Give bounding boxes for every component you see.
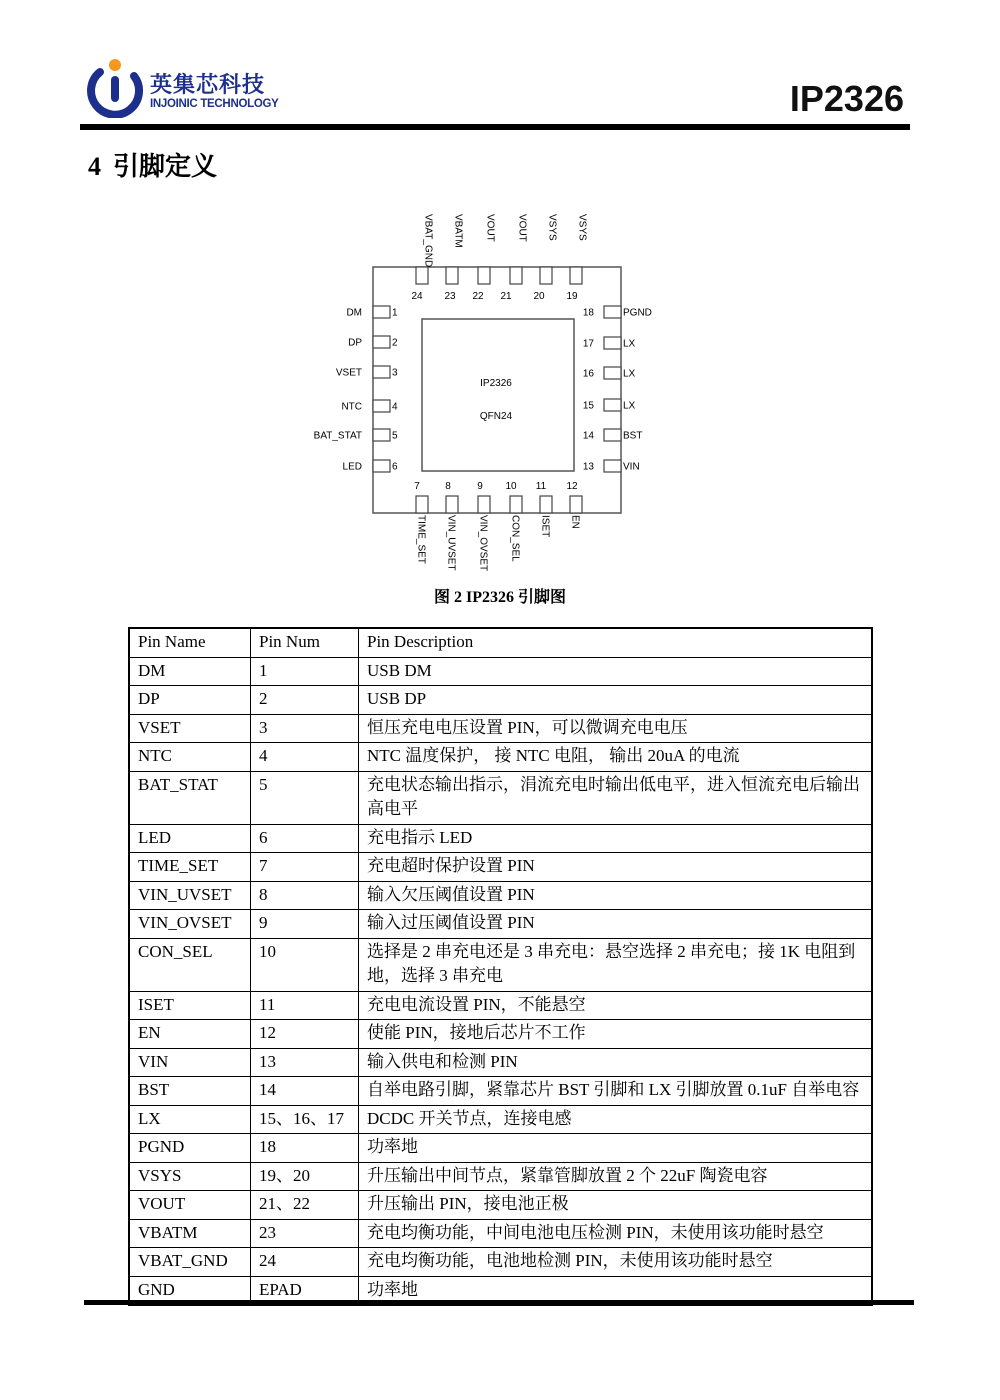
pin-num-cell: 2 — [251, 686, 359, 715]
section-heading — [88, 146, 217, 183]
pin-pad — [478, 267, 490, 284]
pin-number-label: 16 — [582, 368, 594, 380]
pin-number-label: 5 — [392, 430, 398, 442]
document-title: IP2326 — [789, 78, 904, 119]
qfn24-package-drawing — [300, 210, 700, 580]
table-row — [129, 938, 872, 991]
pin-description-cell: 升压输出中间节点，紧靠管脚放置 2 个 22uF 陶瓷电容 — [359, 1162, 873, 1191]
table-row — [129, 1248, 872, 1277]
table-row — [129, 910, 872, 939]
pin-pad — [510, 267, 522, 284]
pin-num-cell: 1 — [251, 657, 359, 686]
pin-pad — [604, 337, 621, 349]
pin-name-cell: VIN_UVSET — [129, 881, 251, 910]
pin-number-label: 20 — [533, 291, 545, 302]
pin-num-cell: 4 — [251, 743, 359, 772]
pin-name-label: LX — [623, 368, 636, 380]
pin-number-label: 8 — [445, 481, 451, 492]
pin-name-label: VIN — [623, 461, 640, 473]
page-header — [80, 50, 910, 132]
pin-number-label: 10 — [505, 481, 517, 492]
pin-number-label: 15 — [582, 400, 594, 412]
pin-description-cell: 充电指示 LED — [359, 824, 873, 853]
pin-name-label: VBAT_GND — [422, 214, 434, 268]
pin-name-label: VSET — [335, 367, 362, 379]
header-pin-name: Pin Name — [129, 628, 251, 657]
pin-pad — [446, 496, 458, 513]
pin-num-cell: 23 — [251, 1219, 359, 1248]
pin-description-cell: 充电状态输出指示，涓流充电时输出低电平，进入恒流充电后输出高电平 — [359, 771, 873, 824]
pin-name-cell: CON_SEL — [129, 938, 251, 991]
pin-name-cell: NTC — [129, 743, 251, 772]
pin-name-label: VSYS — [546, 214, 558, 241]
pin-name-label: DM — [346, 307, 362, 319]
section-title: 引脚定义 — [113, 152, 218, 182]
pin-description-cell: NTC 温度保护， 接 NTC 电阻， 输出 20uA 的电流 — [359, 743, 873, 772]
pin-num-cell: 7 — [251, 853, 359, 882]
pin-number-label: 13 — [582, 461, 594, 473]
pin-num-cell: 18 — [251, 1134, 359, 1163]
pin-num-cell: 10 — [251, 938, 359, 991]
pin-number-label: 3 — [392, 367, 398, 379]
table-row — [129, 1219, 872, 1248]
pin-definition-table — [128, 627, 873, 1306]
pin-pad — [373, 400, 390, 412]
pin-pad — [373, 429, 390, 441]
pin-name-label: ISET — [539, 515, 551, 538]
company-logo — [86, 54, 286, 118]
pin-name-label: TIME_SET — [415, 515, 427, 564]
pin-pad — [570, 267, 582, 284]
pin-number-label: 14 — [582, 430, 594, 442]
pin-number-label: 12 — [566, 481, 578, 492]
pin-name-cell: TIME_SET — [129, 853, 251, 882]
pin-name-label: VIN_UVSET — [445, 515, 457, 571]
pin-description-cell: 充电电流设置 PIN，不能悬空 — [359, 991, 873, 1020]
pin-number-label: 18 — [582, 307, 594, 319]
pin-description-cell: 充电均衡功能，电池地检测 PIN，未使用该功能时悬空 — [359, 1248, 873, 1277]
pin-num-cell: 12 — [251, 1020, 359, 1049]
pin-name-label: VSYS — [576, 214, 588, 241]
table-row — [129, 1020, 872, 1049]
pin-name-cell: EN — [129, 1020, 251, 1049]
table-row — [129, 1105, 872, 1134]
pin-pad — [416, 267, 428, 284]
pin-number-label: 24 — [411, 291, 423, 302]
pin-num-cell: 5 — [251, 771, 359, 824]
pin-name-cell: VOUT — [129, 1191, 251, 1220]
pin-num-cell: 11 — [251, 991, 359, 1020]
pin-name-cell: PGND — [129, 1134, 251, 1163]
table-row — [129, 1134, 872, 1163]
pin-name-cell: LED — [129, 824, 251, 853]
pin-name-label: LX — [623, 400, 636, 412]
pin-num-cell: 8 — [251, 881, 359, 910]
pin-name-label: BST — [623, 430, 643, 442]
logo-chinese-name: 英集芯科技 — [150, 73, 266, 98]
pin-description-cell: 输入欠压阈值设置 PIN — [359, 881, 873, 910]
pin-name-cell: LX — [129, 1105, 251, 1134]
pin-name-label: NTC — [341, 401, 362, 413]
pin-description-cell: 功率地 — [359, 1134, 873, 1163]
pin-name-label: DP — [348, 337, 362, 349]
pin-description-cell: 充电超时保护设置 PIN — [359, 853, 873, 882]
pin-description-cell: 自举电路引脚，紧靠芯片 BST 引脚和 LX 引脚放置 0.1uF 自举电容 — [359, 1077, 873, 1106]
pin-number-label: 19 — [566, 291, 578, 302]
pin-number-label: 21 — [500, 291, 512, 302]
header-pin-num: Pin Num — [251, 628, 359, 657]
logo-english-name: INJOINIC TECHNOLOGY — [150, 98, 279, 110]
pin-pad — [373, 306, 390, 318]
footer-divider — [84, 1300, 914, 1305]
pin-name-cell: VBAT_GND — [129, 1248, 251, 1277]
table-row — [129, 1048, 872, 1077]
pin-pad — [373, 460, 390, 472]
pin-number-label: 6 — [392, 461, 398, 473]
table-row — [129, 686, 872, 715]
pin-number-label: 17 — [582, 338, 594, 350]
exposed-pad — [422, 319, 574, 471]
pin-description-cell: USB DP — [359, 686, 873, 715]
pin-name-cell: DP — [129, 686, 251, 715]
pin-name-cell: DM — [129, 657, 251, 686]
table-row — [129, 824, 872, 853]
pin-num-cell: 3 — [251, 714, 359, 743]
pin-description-cell: 功率地 — [359, 1276, 873, 1305]
pin-num-cell: 9 — [251, 910, 359, 939]
pin-number-label: 23 — [444, 291, 456, 302]
pin-name-label: CON_SEL — [509, 515, 521, 562]
pin-name-label: LED — [342, 461, 362, 473]
pin-pad — [373, 366, 390, 378]
pin-description-cell: 恒压充电电压设置 PIN，可以微调充电电压 — [359, 714, 873, 743]
package-label: QFN24 — [479, 411, 513, 422]
pin-name-label: PGND — [623, 307, 652, 319]
pin-name-label: VOUT — [484, 214, 496, 242]
pin-pad — [416, 496, 428, 513]
pin-name-cell: BST — [129, 1077, 251, 1106]
table-row — [129, 991, 872, 1020]
pin-num-cell: 6 — [251, 824, 359, 853]
logo-mark-icon — [86, 54, 146, 118]
table-row — [129, 657, 872, 686]
pin-description-cell: 升压输出 PIN，接电池正极 — [359, 1191, 873, 1220]
table-body — [129, 657, 872, 1305]
pin-number-label: 9 — [477, 481, 483, 492]
pin-pad — [540, 496, 552, 513]
pin-pad — [478, 496, 490, 513]
table-row — [129, 714, 872, 743]
pin-name-label: EN — [569, 515, 581, 529]
pin-num-cell: 21、22 — [251, 1191, 359, 1220]
header-divider — [80, 124, 910, 130]
pin-name-label: VIN_OVSET — [477, 515, 489, 572]
pin-pad — [604, 460, 621, 472]
pin-name-cell: VIN_OVSET — [129, 910, 251, 939]
table-row — [129, 1191, 872, 1220]
pin-num-cell: 13 — [251, 1048, 359, 1077]
pin-description-cell: 输入过压阈值设置 PIN — [359, 910, 873, 939]
pin-num-cell: EPAD — [251, 1276, 359, 1305]
pin-pad — [446, 267, 458, 284]
pin-name-cell: BAT_STAT — [129, 771, 251, 824]
chip-name-label: IP2326 — [480, 378, 512, 389]
pin-pad — [510, 496, 522, 513]
pin-name-cell: VSYS — [129, 1162, 251, 1191]
pin-pad — [604, 367, 621, 379]
pin-name-label: VBATM — [452, 214, 464, 248]
table-row — [129, 743, 872, 772]
pin-pad — [570, 496, 582, 513]
pin-number-label: 1 — [392, 307, 398, 319]
pin-num-cell: 19、20 — [251, 1162, 359, 1191]
pin-description-cell: 使能 PIN，接地后芯片不工作 — [359, 1020, 873, 1049]
pin-number-label: 22 — [472, 291, 484, 302]
pin-pad — [540, 267, 552, 284]
pin-name-cell: VBATM — [129, 1219, 251, 1248]
pin-description-cell: 选择是 2 串充电还是 3 串充电：悬空选择 2 串充电；接 1K 电阻到地，选择 3 串充电 — [359, 938, 873, 991]
pin-pad — [373, 336, 390, 348]
pin-number-label: 7 — [414, 481, 420, 492]
pin-pad — [604, 306, 621, 318]
pin-name-label: BAT_STAT — [313, 430, 362, 442]
pin-num-cell: 24 — [251, 1248, 359, 1277]
pin-description-cell: 输入供电和检测 PIN — [359, 1048, 873, 1077]
table-header-row — [129, 628, 872, 657]
pin-name-label: VOUT — [516, 214, 528, 242]
pin-name-cell: ISET — [129, 991, 251, 1020]
pin-name-cell: GND — [129, 1276, 251, 1305]
pin-number-label: 11 — [535, 481, 547, 492]
pin-name-cell: VSET — [129, 714, 251, 743]
pin-description-cell: USB DM — [359, 657, 873, 686]
pin-description-cell: 充电均衡功能，中间电池电压检测 PIN，未使用该功能时悬空 — [359, 1219, 873, 1248]
table-row — [129, 771, 872, 824]
table-row — [129, 1077, 872, 1106]
pin-pad — [604, 429, 621, 441]
pin-number-label: 4 — [392, 401, 398, 413]
pin-num-cell: 15、16、17 — [251, 1105, 359, 1134]
pin-diagram — [300, 210, 700, 580]
pin-name-label: LX — [623, 338, 636, 350]
header-pin-description: Pin Description — [359, 628, 873, 657]
table-row — [129, 881, 872, 910]
pin-num-cell: 14 — [251, 1077, 359, 1106]
figure-caption: 图 2 IP2326 引脚图 — [433, 589, 566, 606]
table-row — [129, 853, 872, 882]
pin-name-cell: VIN — [129, 1048, 251, 1077]
pin-number-label: 2 — [392, 337, 398, 349]
pin-pad — [604, 399, 621, 411]
pin-description-cell: DCDC 开关节点，连接电感 — [359, 1105, 873, 1134]
section-number: 4 — [88, 152, 101, 181]
table-row — [129, 1162, 872, 1191]
